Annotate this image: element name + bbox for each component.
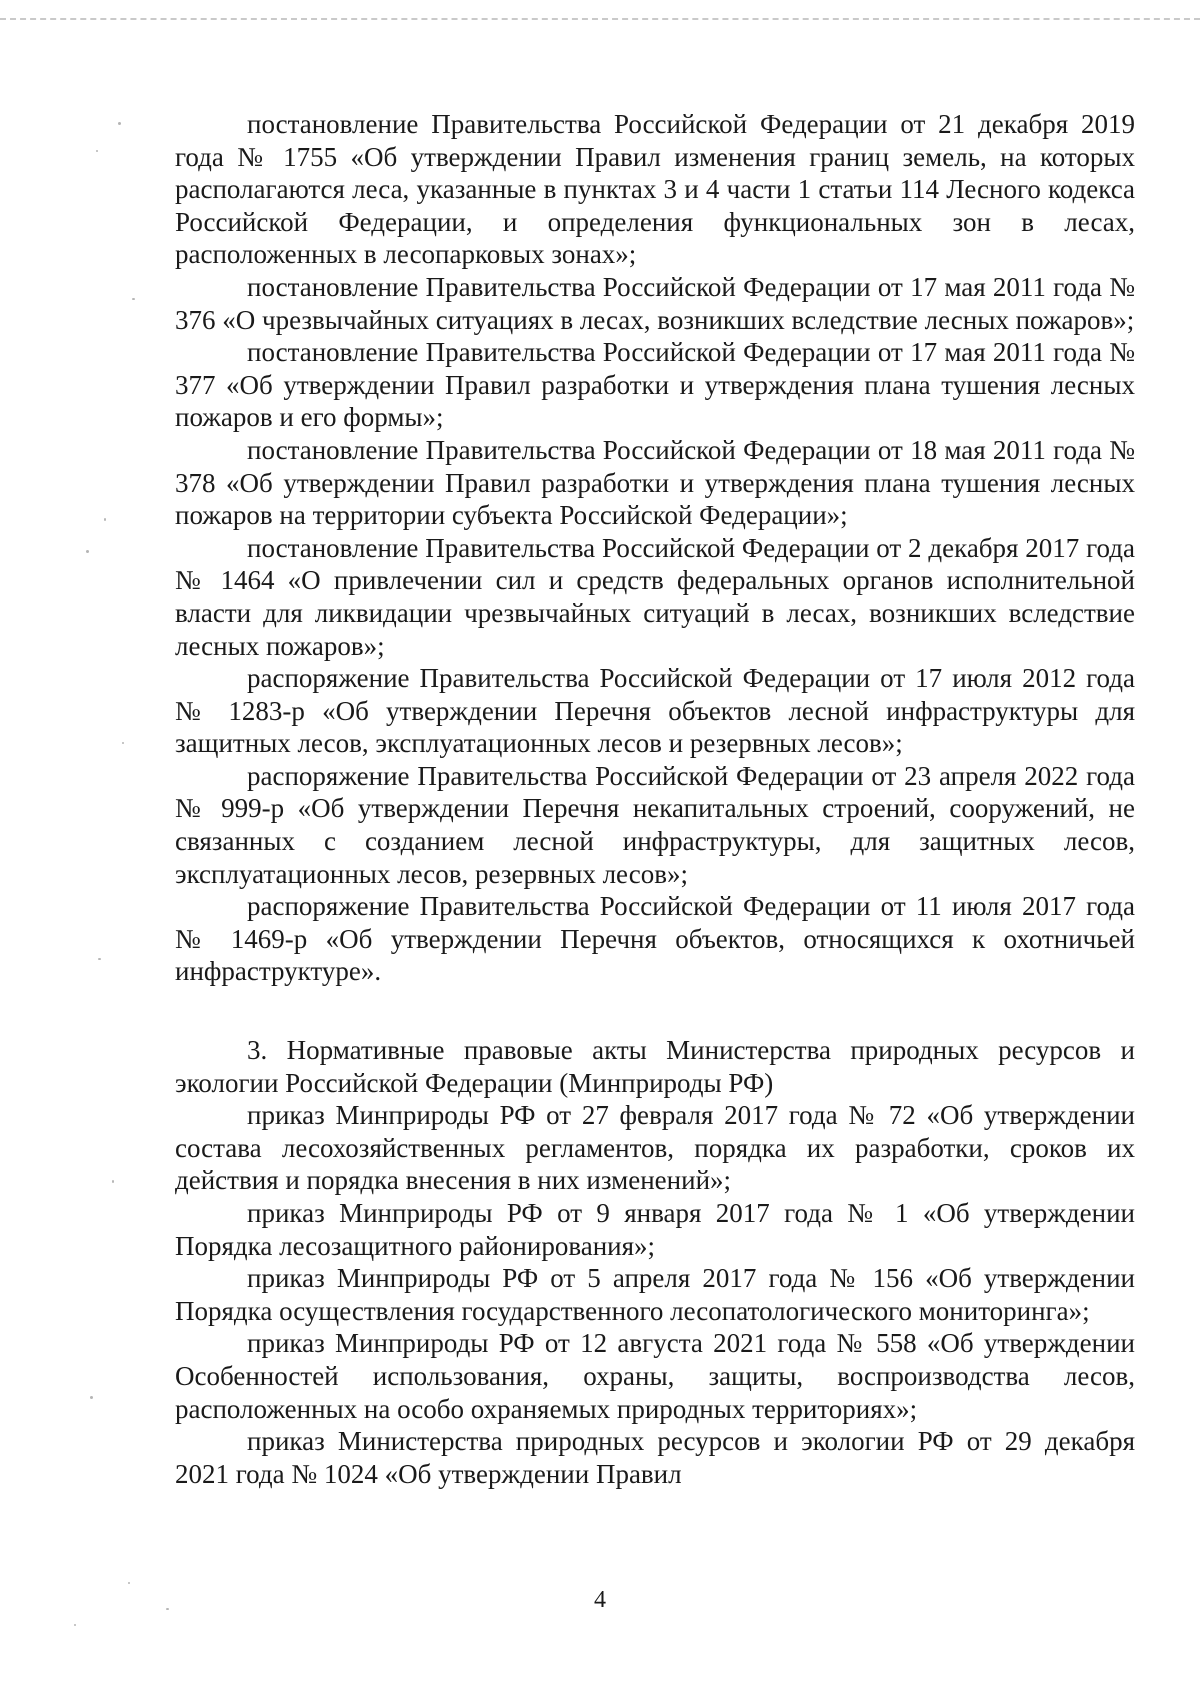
paragraph-order-72: приказ Минприроды РФ от 27 февраля 2017 года № 72 «Об утверждении состава лесохозяйственных регламентов, порядка их разработки, сроков их действия и порядка внесения в них изменений»;	[175, 1100, 1135, 1196]
document-body	[175, 108, 1135, 1490]
scan-speck	[122, 742, 124, 744]
scan-speck	[112, 1180, 114, 1183]
scan-speck	[74, 1624, 76, 1626]
section-3-heading: 3. Нормативные правовые акты Министерства природных ресурсов и экологии Российской Федерации (Минприроды РФ)	[175, 1035, 1135, 1098]
paragraph-rp-1469: распоряжение Правительства Российской Федерации от 11 июля 2017 года № 1469-р «Об утверждении Перечня объектов, относящихся к охотничьей инфраструктуре».	[175, 891, 1135, 987]
scan-speck	[98, 958, 101, 960]
paragraph-rp-999: распоряжение Правительства Российской Федерации от 23 апреля 2022 года № 999-р «Об утверждении Перечня некапитальных строений, сооружений, не связанных с созданием лесной инфраструктуры, для защитных лесов, эксплуатационных лесов, резервных лесов»;	[175, 760, 1135, 889]
paragraph-pp-378: постановление Правительства Российской Федерации от 18 мая 2011 года № 378 «Об утверждении Правил разработки и утверждения плана тушения лесных пожаров на территории субъекта Российской Федерации»;	[175, 434, 1135, 531]
scan-speck	[86, 550, 89, 553]
scan-speck	[96, 150, 98, 152]
paragraph-order-1: приказ Минприроды РФ от 9 января 2017 года № 1 «Об утверждении Порядка лесозащитного районирования»;	[175, 1198, 1135, 1261]
scan-top-edge	[0, 18, 1200, 20]
scan-speck	[118, 122, 121, 125]
paragraph-order-1024: приказ Министерства природных ресурсов и экологии РФ от 29 декабря 2021 года № 1024 «Об утверждении Правил	[175, 1426, 1135, 1489]
page-number: 4	[594, 1587, 606, 1613]
paragraph-order-156: приказ Минприроды РФ от 5 апреля 2017 года № 156 «Об утверждении Порядка осуществления государственного лесопатологического мониторинга»;	[175, 1263, 1135, 1326]
paragraph-pp-376: постановление Правительства Российской Федерации от 17 мая 2011 года № 376 «О чрезвычайных ситуациях в лесах, возникших вследствие лесных пожаров»;	[175, 271, 1135, 335]
paragraph-order-558: приказ Минприроды РФ от 12 августа 2021 года № 558 «Об утверждении Особенностей использования, охраны, защиты, воспроизводства лесов, расположенных на особо охраняемых природных территориях»;	[175, 1328, 1135, 1424]
paragraph-rp-1283: распоряжение Правительства Российской Федерации от 17 июля 2012 года № 1283-р «Об утверждении Перечня объектов лесной инфраструктуры для защитных лесов, эксплуатационных лесов и резервных лесов»;	[175, 663, 1135, 759]
section-gap	[175, 988, 1135, 1034]
scan-speck	[166, 1608, 169, 1610]
scan-speck	[132, 298, 135, 300]
paragraph-pp-1755: постановление Правительства Российской Федерации от 21 декабря 2019 года № 1755 «Об утверждении Правил изменения границ земель, на которых располагаются леса, указанные в пунктах 3 и 4 части 1 статьи 114 Лесного кодекса Российской Федерации, и определения функциональных зон в лесах, расположенных в лесопарковых зонах»;	[175, 109, 1135, 270]
paragraph-pp-1464: постановление Правительства Российской Федерации от 2 декабря 2017 года № 1464 «О привлечении сил и средств федеральных органов исполнительной власти для ликвидации чрезвычайных ситуаций в лесах, возникших вследствие лесных пожаров»;	[175, 532, 1135, 661]
scan-speck	[104, 518, 106, 521]
scan-speck	[90, 1396, 93, 1399]
scan-speck	[128, 1582, 130, 1584]
paragraph-pp-377: постановление Правительства Российской Федерации от 17 мая 2011 года № 377 «Об утверждении Правил разработки и утверждения плана тушения лесных пожаров и его формы»;	[175, 337, 1135, 433]
